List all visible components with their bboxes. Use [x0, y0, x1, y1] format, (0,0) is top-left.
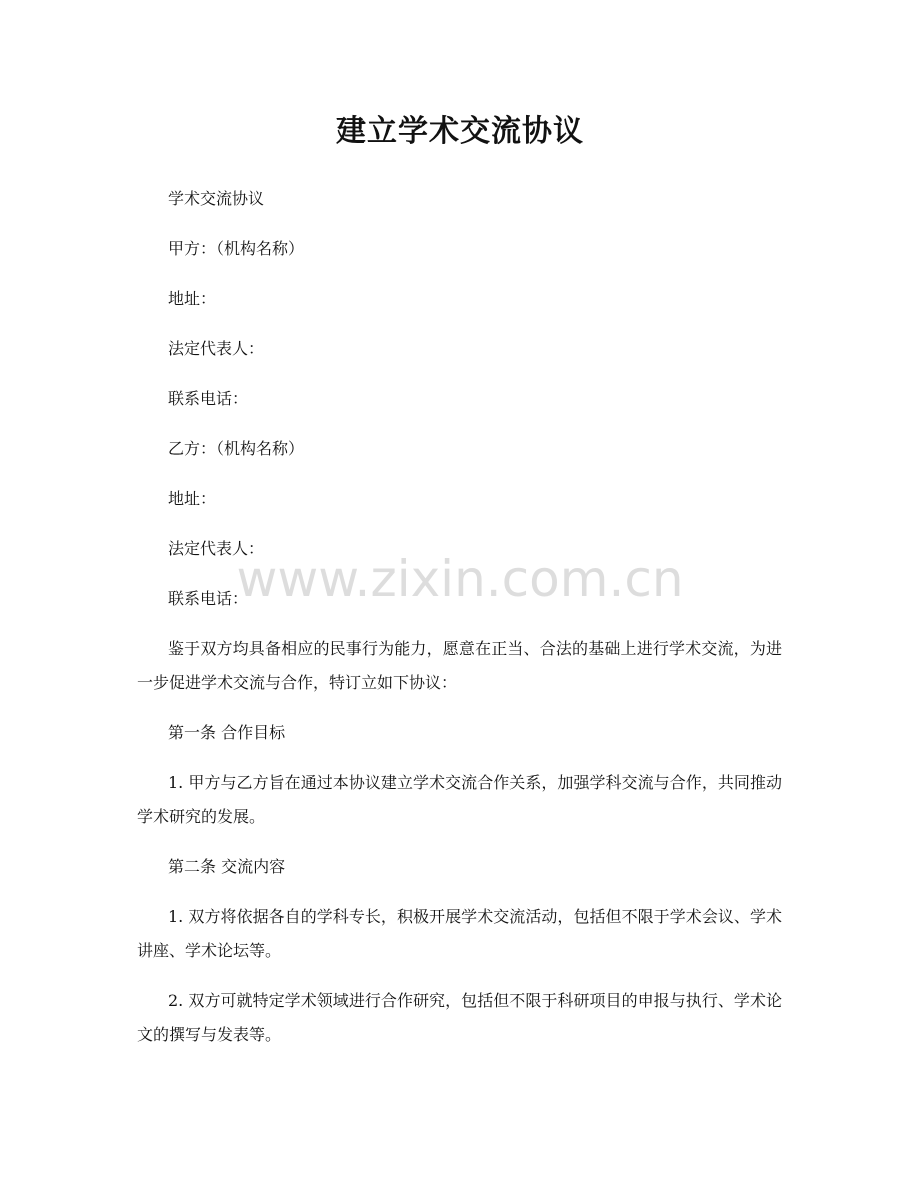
article-one-clause-1: 1. 甲方与乙方旨在通过本协议建立学术交流合作关系，加强学科交流与合作，共同推动学术研究的发展。 [137, 773, 782, 826]
party-a-phone: 联系电话： [168, 389, 249, 408]
document-body [137, 182, 782, 1068]
party-a-name: 甲方：（机构名称） [168, 239, 305, 258]
party-a-address: 地址： [168, 289, 217, 308]
article-two-clause-2: 2. 双方可就特定学术领域进行合作研究，包括但不限于科研项目的申报与执行、学术论文的撰写与发表等。 [137, 991, 782, 1044]
article-two-clause-1: 1. 双方将依据各自的学科专长，积极开展学术交流活动，包括但不限于学术会议、学术讲座、学术论坛等。 [137, 907, 782, 960]
preamble-paragraph: 鉴于双方均具备相应的民事行为能力，愿意在正当、合法的基础上进行学术交流，为进一步促进学术交流与合作，特订立如下协议： [137, 639, 782, 692]
party-b-name: 乙方：（机构名称） [168, 439, 305, 458]
party-a-representative: 法定代表人： [168, 339, 265, 358]
document-title: 建立学术交流协议 [336, 114, 584, 149]
article-two-heading: 第二条 交流内容 [168, 857, 286, 876]
watermark-text: www.zixin.com.cn [236, 550, 684, 608]
paragraph-heading: 学术交流协议 [168, 189, 265, 208]
party-b-address: 地址： [168, 489, 217, 508]
article-one-heading: 第一条 合作目标 [168, 723, 286, 742]
party-b-phone: 联系电话： [168, 589, 249, 608]
party-b-representative: 法定代表人： [168, 539, 265, 558]
